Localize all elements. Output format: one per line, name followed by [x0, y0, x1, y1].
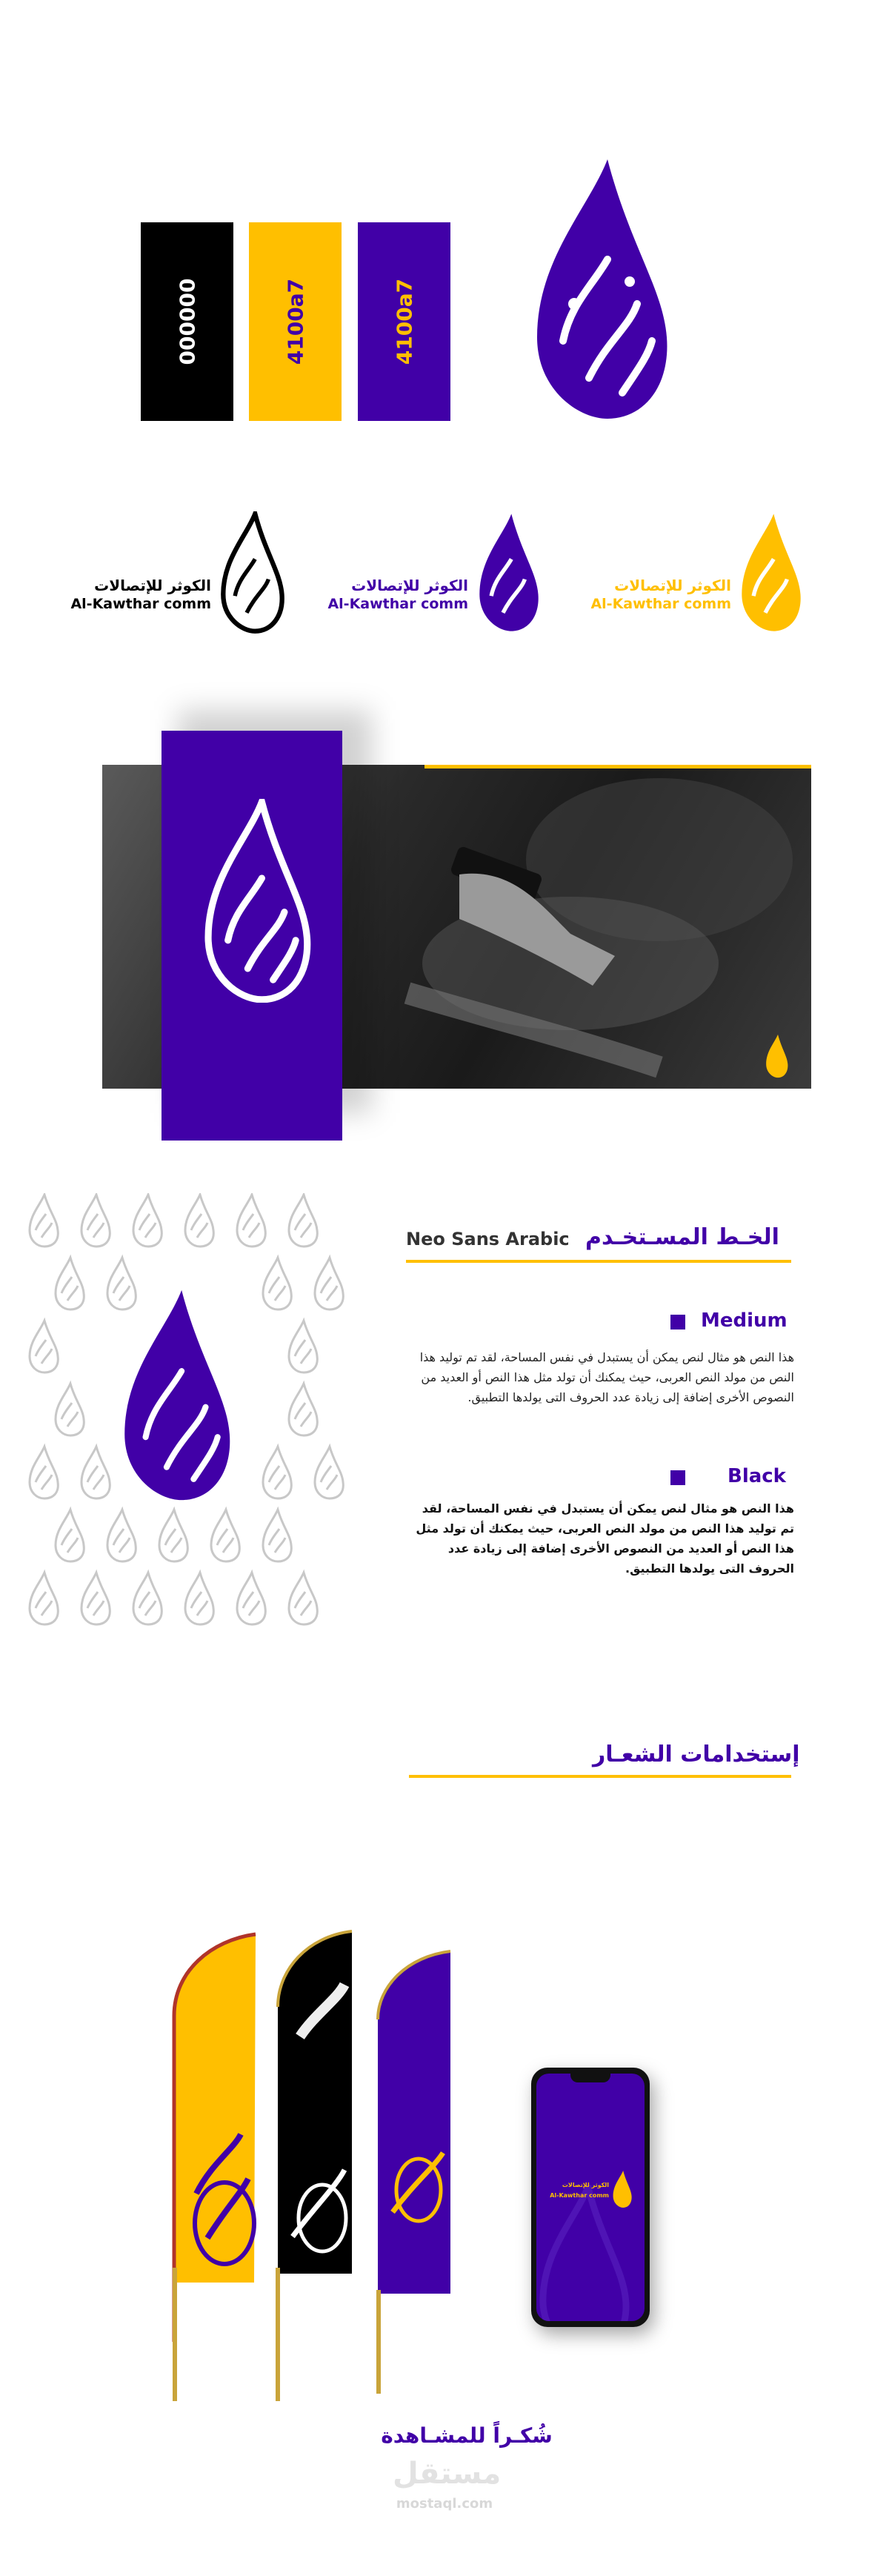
square-bullet-icon — [670, 1470, 685, 1485]
usage-section-title: إستخدامات الشعـار — [593, 1742, 800, 1767]
phone-notch — [570, 2074, 610, 2082]
black-flag-banner — [270, 1925, 359, 2274]
font-section-title-ar: الخـط المسـتخـدم — [585, 1224, 779, 1250]
lockup-ar: الكوثر للإتصالات — [614, 577, 731, 594]
smartphone-mockup — [531, 2068, 650, 2327]
lockup-en: Al-Kawthar comm — [590, 596, 731, 612]
purple-flag-banner — [370, 1945, 458, 2294]
lockup-text-purple — [326, 577, 468, 612]
font-section-title-en: Neo Sans Arabic — [406, 1229, 570, 1249]
black-flag-pole — [276, 2268, 280, 2401]
lockup-ar: الكوثر للإتصالات — [351, 577, 468, 594]
font-section-underline — [406, 1260, 791, 1263]
mostaql-watermark-ar: مستقل — [393, 2457, 502, 2491]
lockup-en: Al-Kawthar comm — [70, 596, 211, 612]
lockup-text-yellow — [589, 577, 731, 612]
smartphone-screen — [536, 2074, 645, 2321]
kawthar-calligraphy-drop-icon — [194, 799, 313, 1003]
font-black-label: Black — [727, 1465, 786, 1487]
phone-brand-ar: الكوثر للإتصالات — [562, 2182, 609, 2188]
font-medium-sample: هذا النص هو مثال لنص يمكن أن يستبدل في نفس المساحة، لقد تم توليد هذا النص من مولد النص العربى، حيث يمكنك أن تولد مثل هذا النص أو العديد من النصوص الأخرى إضافة إلى زيادة عدد الحروف التى يولدها التطبيق. — [419, 1350, 794, 1404]
kawthar-calligraphy-drop-icon — [110, 1286, 236, 1504]
square-bullet-icon — [670, 1315, 685, 1330]
lockup-text-black — [67, 577, 211, 612]
color-swatch-yellow — [249, 222, 342, 421]
purple-flag-pole — [376, 2290, 381, 2394]
swatch-purple-label: 4100a7 — [392, 278, 416, 365]
photo-top-accent-line — [424, 765, 811, 769]
swatch-black-label: 000000 — [175, 278, 199, 365]
lockup-ar: الكوثر للإتصالات — [94, 577, 211, 594]
phone-brand-en: Al-Kawthar comm — [550, 2192, 609, 2199]
thank-you-text: شُكـراً للمشـاهدة — [381, 2423, 553, 2448]
lockup-en: Al-Kawthar comm — [327, 596, 468, 612]
kawthar-calligraphy-drop-icon — [471, 511, 542, 634]
swatch-yellow-label: 4100a7 — [283, 278, 307, 365]
kawthar-calligraphy-drop-icon — [215, 511, 285, 634]
color-swatch-black — [141, 222, 233, 421]
kawthar-calligraphy-drop-icon — [519, 156, 674, 422]
kawthar-calligraphy-drop-icon — [763, 1034, 789, 1078]
mostaql-watermark-en: mostaql.com — [396, 2496, 493, 2512]
color-swatch-purple — [358, 222, 450, 421]
yellow-flag-pole — [173, 2268, 177, 2401]
yellow-flag-banner — [167, 1927, 278, 2342]
font-black-sample: هذا النص هو مثال لنص يمكن أن يستبدل في نفس المساحة، لقد تم توليد هذا النص من مولد النص العربى، حيث يمكنك أن تولد مثل هذا النص أو العديد من النصوص الأخرى إضافة إلى زيادة عدد الحروف التى يولدها التطبيق. — [416, 1501, 794, 1576]
usage-section-underline — [409, 1775, 791, 1778]
photo-hands-phone-illustration — [348, 771, 808, 1086]
kawthar-calligraphy-drop-icon — [610, 2170, 633, 2208]
kawthar-calligraphy-drop-icon — [733, 511, 804, 634]
font-medium-label: Medium — [701, 1309, 788, 1332]
